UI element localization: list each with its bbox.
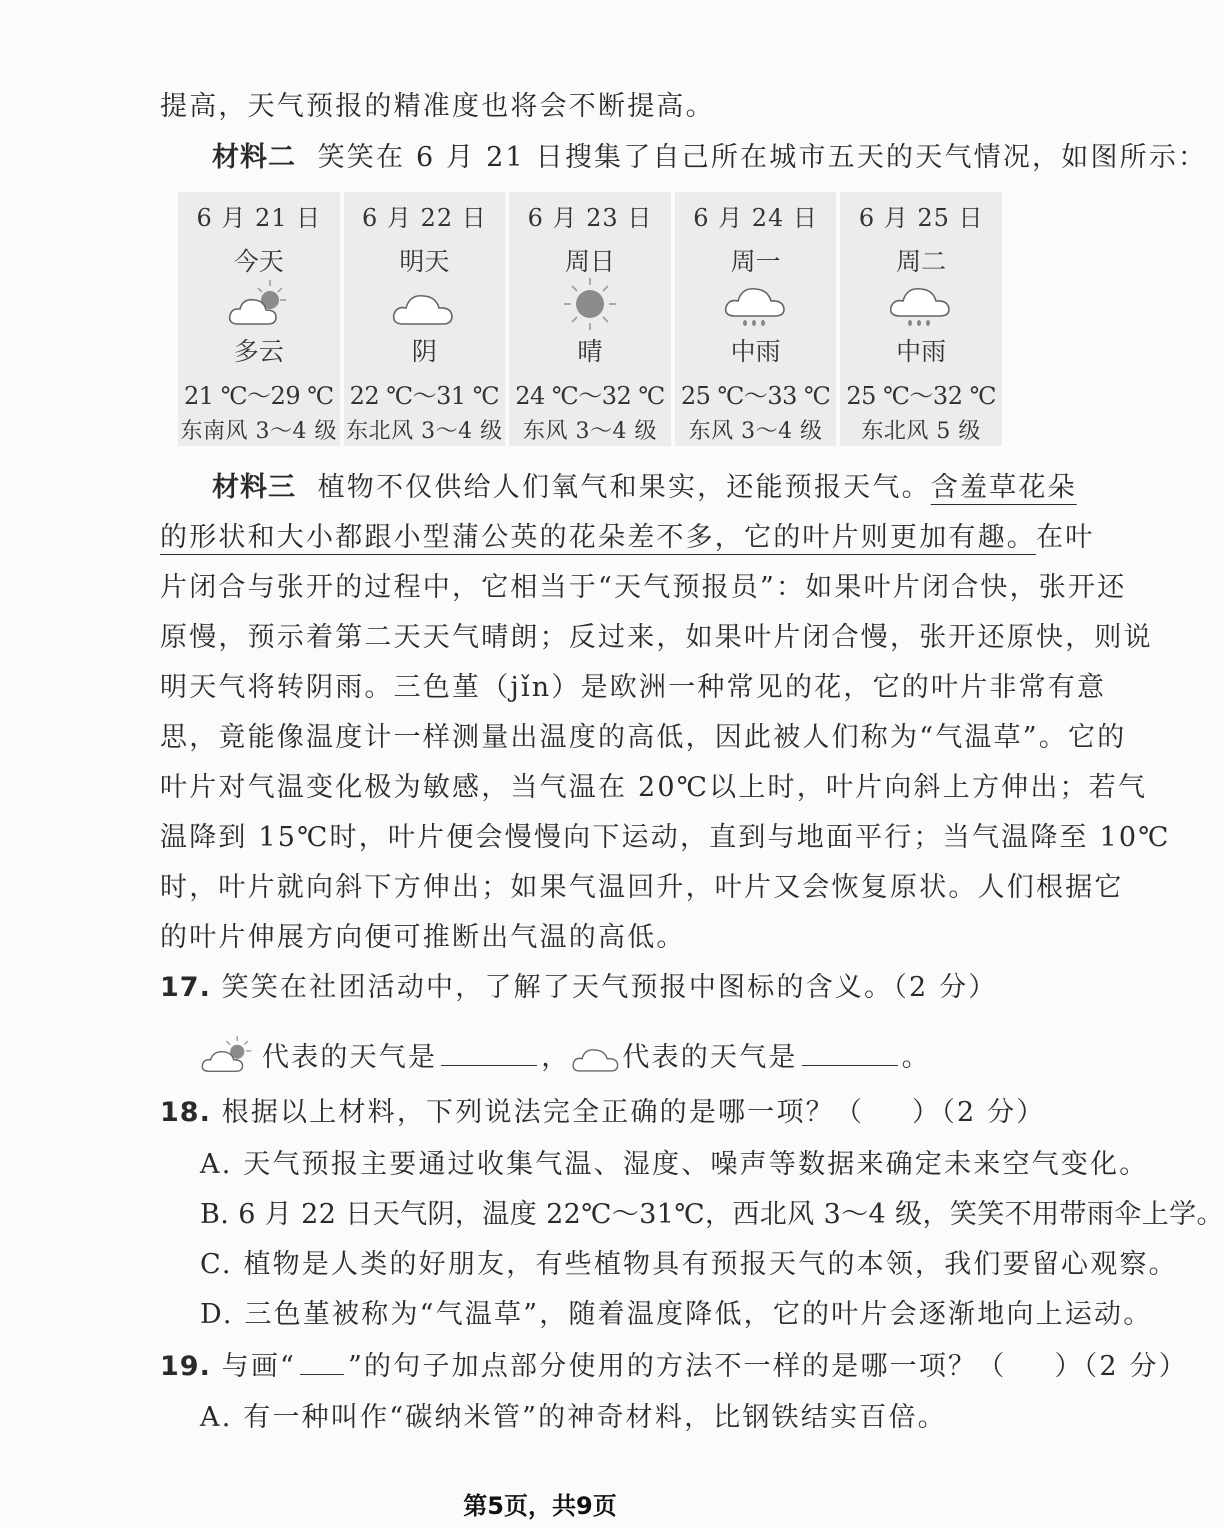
forecast-temp: 25 ℃～32 ℃ [846, 382, 996, 410]
intro-tail: 提高，天气预报的精准度也将会不断提高。 [160, 91, 715, 122]
sunny-icon [555, 274, 625, 334]
answer-blank-1[interactable] [441, 1041, 537, 1066]
q18-option-a: A. 天气预报主要通过收集气温、湿度、噪声等数据来确定未来空气变化。 [200, 1149, 1149, 1180]
material3-text: 在叶 [1036, 522, 1095, 553]
underline-sample [300, 1350, 344, 1375]
forecast-temp: 21 ℃～29 ℃ [184, 382, 334, 410]
forecast-temp: 24 ℃～32 ℃ [515, 382, 665, 410]
page-number: 第5页，共9页 [463, 1492, 617, 1520]
material3-line-6: 思，竟能像温度计一样测量出温度的高低，因此被人们称为“气温草”。它的 [160, 722, 1127, 753]
material3-line-8: 温降到 15℃时，叶片便会慢慢向下运动，直到与地面平行；当气温降至 10℃ [160, 822, 1171, 853]
forecast-date: 6 月 24 日 [693, 204, 818, 232]
question-text: 与画“ [221, 1351, 297, 1382]
cloudy-icon [570, 1034, 622, 1074]
material3-line-7: 叶片对气温变化极为敏感，当气温在 20℃以上时，叶片向斜上方伸出；若气 [160, 772, 1148, 803]
material3-line-5: 明天气将转阴雨。三色堇（jǐn）是欧洲一种常见的花，它的叶片非常有意 [160, 672, 1107, 703]
forecast-day-5 [840, 192, 1002, 446]
forecast-day-3 [509, 192, 671, 446]
material2-line [212, 142, 1208, 173]
answer-blank-2[interactable] [802, 1041, 898, 1066]
question-17 [160, 973, 1030, 1003]
rain-icon [721, 274, 791, 334]
material2-label: 材料二 [212, 142, 296, 173]
partly-cloudy-icon [200, 1034, 262, 1074]
forecast-condition: 阴 [411, 337, 437, 366]
material3-line-4: 原慢，预示着第二天天气晴朗；反过来，如果叶片闭合慢，张开还原快，则说 [160, 622, 1153, 653]
material3-line-2 [160, 522, 1095, 553]
forecast-wind: 东北风 3～4 级 [346, 419, 503, 444]
forecast-wind: 东风 3～4 级 [522, 419, 657, 444]
forecast-date: 6 月 25 日 [858, 204, 984, 232]
forecast-weekday: 周一 [730, 247, 781, 276]
material3-label: 材料三 [212, 472, 296, 503]
separator: ， [541, 1042, 571, 1073]
forecast-weekday: 今天 [233, 247, 284, 276]
blank-label: 代表的天气是 [622, 1042, 798, 1073]
forecast-weekday: 明天 [399, 247, 450, 276]
forecast-weekday: 周二 [896, 247, 947, 276]
question-19 [160, 1350, 1188, 1382]
question-number: 18. [160, 1097, 211, 1128]
period: 。 [901, 1042, 931, 1073]
weather-forecast [178, 192, 1002, 446]
underlined-sentence: 含羞草花朵 [930, 472, 1077, 503]
forecast-condition: 晴 [577, 337, 603, 366]
forecast-day-2 [344, 192, 506, 446]
forecast-wind: 东北风 5 级 [861, 419, 981, 444]
blank-label: 代表的天气是 [262, 1042, 438, 1073]
question-17-blanks [200, 1034, 1070, 1074]
material3-line-10: 的叶片伸展方向便可推断出气温的高低。 [160, 922, 686, 953]
question-score: ）（2 分） [1054, 1351, 1188, 1382]
question-number: 19. [160, 1351, 211, 1382]
material2-text: 笑笑在 6 月 21 日搜集了自己所在城市五天的天气情况，如图所示： [317, 142, 1208, 173]
q18-option-d: D. 三色堇被称为“气温草”，随着温度降低，它的叶片会逐渐地向上运动。 [200, 1299, 1153, 1330]
material3-text: 植物不仅供给人们氧气和果实，还能预报天气。 [317, 472, 931, 503]
forecast-condition: 中雨 [730, 337, 781, 366]
q18-option-b: B. 6 月 22 日天气阴，温度 22℃～31℃，西北风 3～4 级，笑笑不用带雨伞上学。 [200, 1199, 1224, 1230]
question-text: 根据以上材料，下列说法完全正确的是哪一项？（ [221, 1097, 865, 1128]
q19-option-a: A. 有一种叫作“碳纳米管”的神奇材料，比钢铁结实百倍。 [200, 1402, 947, 1433]
question-number: 17. [160, 972, 211, 1003]
forecast-temp: 25 ℃～33 ℃ [680, 382, 831, 410]
forecast-temp: 22 ℃～31 ℃ [349, 382, 500, 410]
underlined-sentence: 的形状和大小都跟小型蒲公英的花朵差不多，它的叶片则更加有趣。 [160, 522, 1036, 553]
question-score: ）（2 分） [912, 1097, 1046, 1128]
question-text: ”的句子加点部分使用的方法不一样的是哪一项？（ [348, 1351, 1007, 1382]
material3-line-9: 时，叶片就向斜下方伸出；如果气温回升，叶片又会恢复原状。人们根据它 [160, 872, 1124, 903]
forecast-weekday: 周日 [564, 247, 615, 276]
material3-line-1 [212, 473, 1082, 503]
question-18 [160, 1097, 1046, 1128]
forecast-date: 6 月 23 日 [527, 204, 653, 232]
forecast-date: 6 月 22 日 [362, 204, 487, 232]
cloudy-icon [389, 274, 459, 334]
material3-line-3: 片闭合与张开的过程中，它相当于“天气预报员”：如果叶片闭合快，张开还 [160, 572, 1127, 603]
forecast-wind: 东南风 3～4 级 [180, 419, 338, 444]
question-text: 笑笑在社团活动中，了解了天气预报中图标的含义。（2 分） [221, 972, 998, 1003]
forecast-condition: 多云 [233, 337, 284, 366]
q18-option-c: C. 植物是人类的好朋友，有些植物具有预报天气的本领，我们要留心观察。 [200, 1249, 1178, 1280]
forecast-date: 6 月 21 日 [196, 204, 322, 232]
partly-cloudy-icon [224, 274, 294, 334]
forecast-day-1 [178, 192, 340, 446]
forecast-wind: 东风 3～4 级 [688, 419, 823, 444]
rain-icon [886, 274, 956, 334]
forecast-day-4 [675, 192, 837, 446]
forecast-condition: 中雨 [896, 337, 947, 366]
